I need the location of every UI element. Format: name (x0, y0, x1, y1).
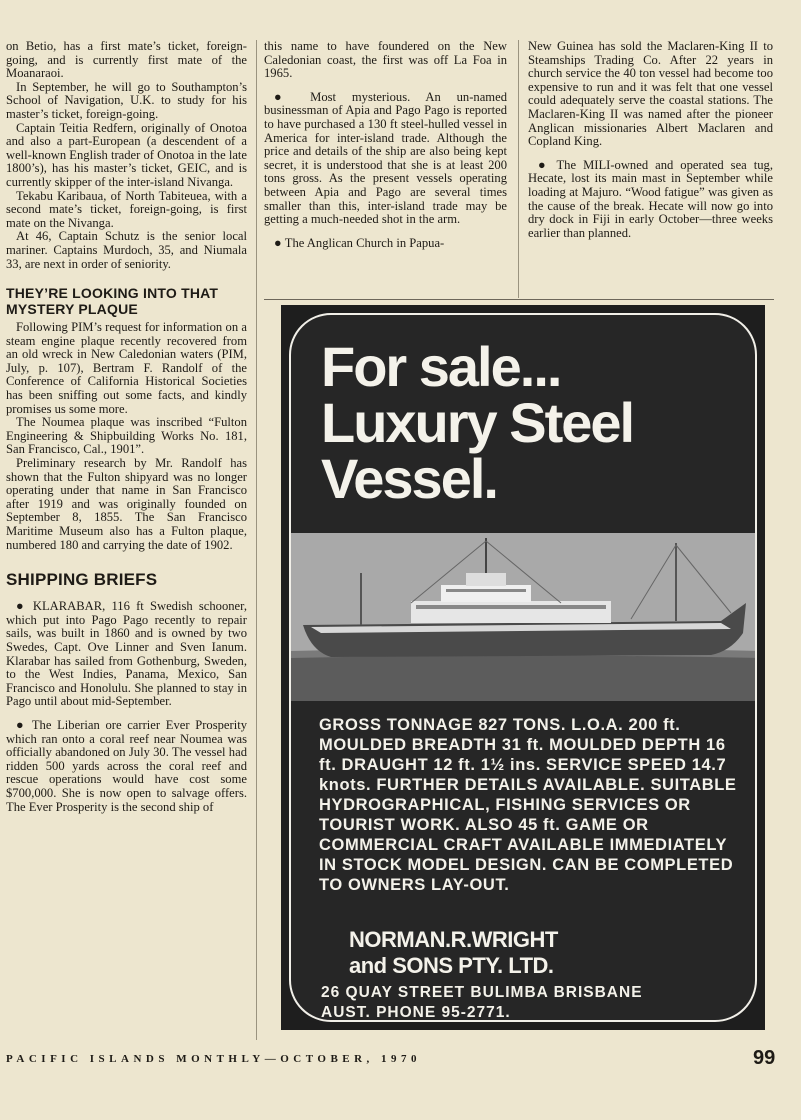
paragraph: In September, he will go to Southampton’s School of Navigation, U.K. to study for his master’s ticket, foreign-going. (6, 79, 247, 121)
page-number: 99 (753, 1047, 776, 1069)
publication-footer: PACIFIC ISLANDS MONTHLY—OCTOBER, 1970 (6, 1053, 422, 1065)
column-2 (264, 40, 507, 250)
advertisement (281, 305, 765, 1030)
paragraph: Captain Teitia Redfern, originally of Onotoa and also a part-European (a descendent of a well-known English trader of Onotoa in the late 1800’s), has his master’s ticket, GEIC, and is currently skipper of the inter-island Nivanga. (6, 120, 247, 189)
brief-item: ● KLARABAR, 116 ft Swedish schooner, which put into Pago Pago recently to repair sails, was built in 1860 and is owned by two Swedes, Capt. Ove Linner and Sven Ianum. Klarabar has sailed from Gothenburg, Sweden, to the West Indies, Panama, Mexico, San Francisco and Honolulu. She planned to stay in Pago until about mid-September. (6, 600, 247, 709)
ad-specifications: GROSS TONNAGE 827 TONS. L.O.A. 200 ft. MOULDED BREADTH 31 ft. MOULDED DEPTH 16 ft. DRAUGHT 12 ft. 1½ ins. SERVICE SPEED 14.7 knots. FURTHER DETAILS AVAILABLE. SUITABLE HYDROGRAPHICAL, FISHING SERVICES OR TOURIST WORK. ALSO 45 ft. GAME OR COMMERCIAL CRAFT AVAILABLE IMMEDIATELY IN STOCK MODEL DESIGN. CAN BE COMPLETED TO OWNERS LAY-OUT. (319, 716, 737, 894)
ad-headline: For sale... Luxury Steel Vessel. (321, 335, 634, 510)
brief-item: ● The Anglican Church in Papua- (264, 237, 507, 251)
section-heading: THEY’RE LOOKING INTO THAT MYSTERY PLAQUE (6, 285, 219, 318)
brief-item: ● The MILI-owned and operated sea tug, Hecate, lost its main mast in September while loading at Majuro. “Wood fatigue” was given as the cause of the break. Hecate will now go into dry dock in Fiji in early October—three weeks earlier than planned. (528, 159, 773, 241)
paragraph: Following PIM’s request for information on a steam engine plaque recently recovered from an old wreck in New Caledonian waters (PIM, July, p. 107), Bertram F. Randolf of the Conference of California Historical Societies has been sniffing out some facts, and kindly promises us some more. (6, 320, 247, 416)
column-3 (528, 40, 773, 240)
ad-company-name: NORMAN.R.WRIGHT and SONS PTY. LTD. (349, 927, 558, 978)
paragraph: At 46, Captain Schutz is the senior local mariner. Captains Murdoch, 35, and Niumala 33, are next in order of seniority. (6, 229, 247, 271)
paragraph: New Guinea has sold the Maclaren-King II to Steamships Trading Co. After 22 years in church service the 40 ton vessel had become too expensive to run and it was felt that one vessel could adequately serve the coastal stations. The Maclaren-King II was named after the pioneer Anglican missionaries Albert Maclaren and Copland King. (528, 39, 773, 149)
vessel-photo (291, 533, 755, 701)
paragraph: Preliminary research by Mr. Randolf has shown that the Fulton shipyard was no longer operating under that name in San Francisco after 1919 and was originally founded on September 8, 1855. The San Francisco Maritime Museum also has a Fulton plaque, numbered 180 and carrying the date of 1902. (6, 456, 247, 552)
advertisement-frame (289, 313, 757, 1022)
section-heading: SHIPPING BRIEFS (6, 570, 158, 590)
ad-address: 26 QUAY STREET BULIMBA BRISBANE AUST. PHONE 95-2771. (321, 984, 643, 1021)
brief-item: ● Most mysterious. An un-named businessman of Apia and Pago Pago is reported to have purchased a 130 ft steel-hulled vessel in America for inter-island trade. Although the price and details of the ship are also being kept secret, it is understood that she is at least 200 tons gross. As the present vessels operating between Apia and Pago are several times smaller than this, inter-island trade may be getting a much-needed shot in the arm. (264, 91, 507, 227)
paragraph: this name to have foundered on the New Caledonian coast, the first was off La Foa in 1965. (264, 39, 507, 81)
paragraph: on Betio, has a first mate’s ticket, foreign-going, and is currently first mate of the Moanaraoi. (6, 39, 247, 81)
column-1 (6, 40, 247, 814)
paragraph: The Noumea plaque was inscribed “Fulton Engineering & Shipbuilding Works No. 181, San Francisco, Cal., 1901”. (6, 415, 247, 457)
paragraph: Tekabu Karibaua, of North Tabiteuea, with a second mate’s ticket, foreign-going, is first mate on the Nivanga. (6, 188, 247, 230)
brief-item: ● The Liberian ore carrier Ever Prosperity which ran onto a coral reef near Noumea was officially abandoned on July 30. The vessel had ridden 500 yards across the coral reef and rescue operations would have cost some $700,000. She is now open to salvage offers. The Ever Prosperity is the second ship of (6, 719, 247, 814)
